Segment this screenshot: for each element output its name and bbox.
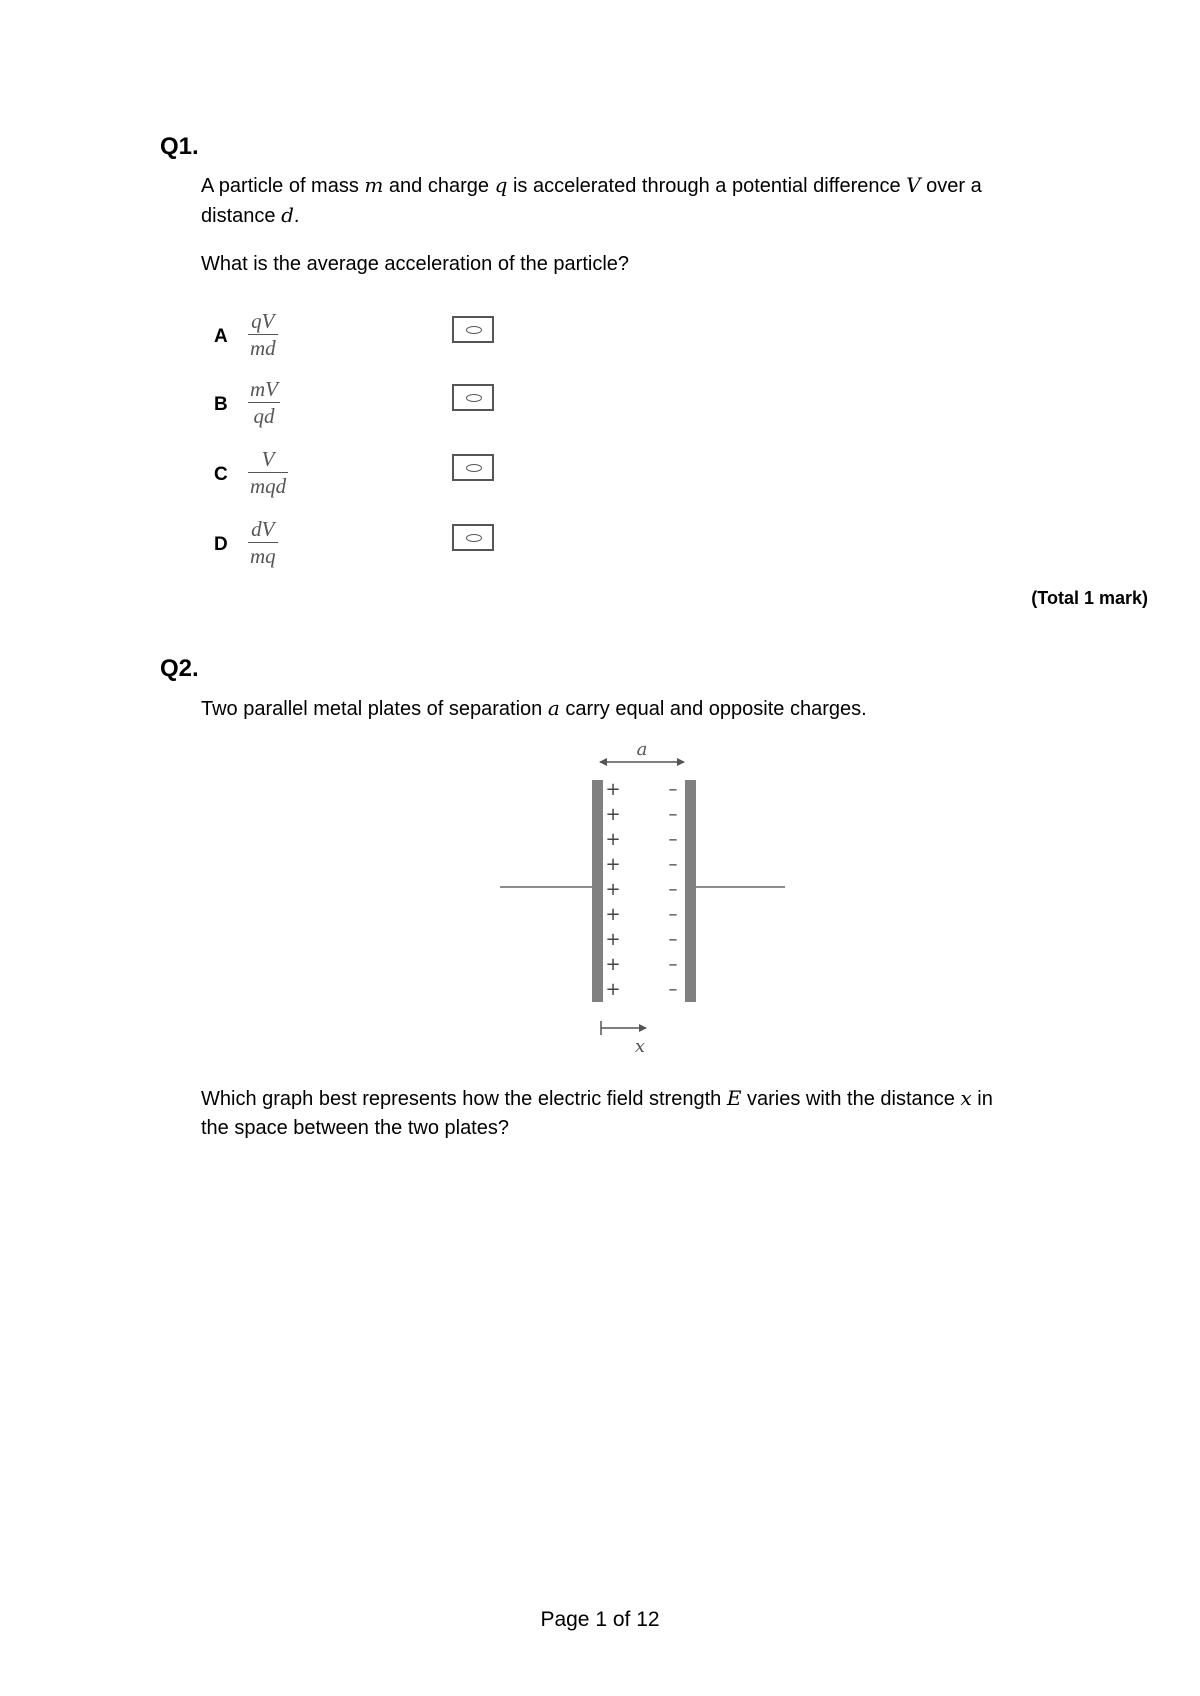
question-1-number: Q1. [160, 133, 199, 160]
option-d [214, 516, 514, 576]
negative-charges [669, 779, 678, 1000]
plus-charge: + [605, 954, 621, 975]
answer-box-c[interactable] [452, 454, 494, 481]
answer-oval-icon [466, 326, 482, 334]
question-2-stem: Two parallel metal plates of separation a carry equal and opposite charges. [201, 696, 867, 720]
option-letter: D [214, 534, 228, 555]
var-V: V [906, 173, 921, 197]
minus-charge: – [668, 904, 678, 925]
distance-label: x [634, 1036, 646, 1055]
plus-charge: + [605, 829, 621, 850]
answer-oval-icon [466, 464, 482, 472]
question-1-prompt: What is the average acceleration of the particle? [201, 253, 630, 275]
minus-charge: – [668, 854, 678, 875]
var-a: a [547, 696, 560, 720]
answer-box-b[interactable] [452, 384, 494, 411]
negative-plate [685, 780, 696, 1002]
var-m: m [364, 173, 384, 197]
answer-oval-icon [466, 534, 482, 542]
minus-charge: – [668, 929, 678, 950]
var-d: d [281, 203, 294, 227]
option-letter: B [214, 394, 228, 415]
option-fraction: V mqd [250, 447, 287, 498]
page-footer: Page 1 of 12 [540, 1608, 660, 1631]
plus-charge: + [605, 854, 621, 875]
option-fraction: qV md [250, 309, 276, 360]
separation-label: a [636, 739, 648, 760]
option-b [214, 376, 514, 436]
positive-charges [605, 779, 620, 1000]
option-a [214, 308, 514, 368]
var-E: E [726, 1086, 742, 1110]
plus-charge: + [605, 879, 621, 900]
parallel-plates-diagram [500, 735, 790, 1055]
option-letter: A [214, 326, 228, 347]
minus-charge: – [668, 804, 678, 825]
var-q: q [494, 173, 508, 197]
minus-charge: – [668, 829, 678, 850]
positive-plate [592, 780, 603, 1002]
option-c [214, 446, 514, 506]
page-count: 12 [636, 1608, 660, 1631]
answer-box-d[interactable] [452, 524, 494, 551]
total-marks: (Total 1 mark) [1031, 588, 1148, 608]
question-2-number: Q2. [160, 655, 199, 682]
minus-charge: – [668, 779, 678, 800]
option-fraction: mV qd [250, 377, 278, 428]
question-1-stem: A particle of mass m and charge q is accelerated through a potential difference V over a distance d. [201, 173, 982, 227]
plus-charge: + [605, 804, 621, 825]
plus-charge: + [605, 779, 621, 800]
question-2-prompt: Which graph best represents how the electric field strength E varies with the distance x in the space between the two plates? [201, 1086, 993, 1139]
plus-charge: + [605, 929, 621, 950]
option-fraction: dV mq [250, 517, 276, 568]
var-x: x [960, 1086, 972, 1110]
option-letter: C [214, 464, 228, 485]
minus-charge: – [668, 954, 678, 975]
answer-oval-icon [466, 394, 482, 402]
plus-charge: + [605, 979, 621, 1000]
minus-charge: – [668, 979, 678, 1000]
answer-box-a[interactable] [452, 316, 494, 343]
plus-charge: + [605, 904, 621, 925]
minus-charge: – [668, 879, 678, 900]
page-number: 1 [595, 1608, 608, 1631]
